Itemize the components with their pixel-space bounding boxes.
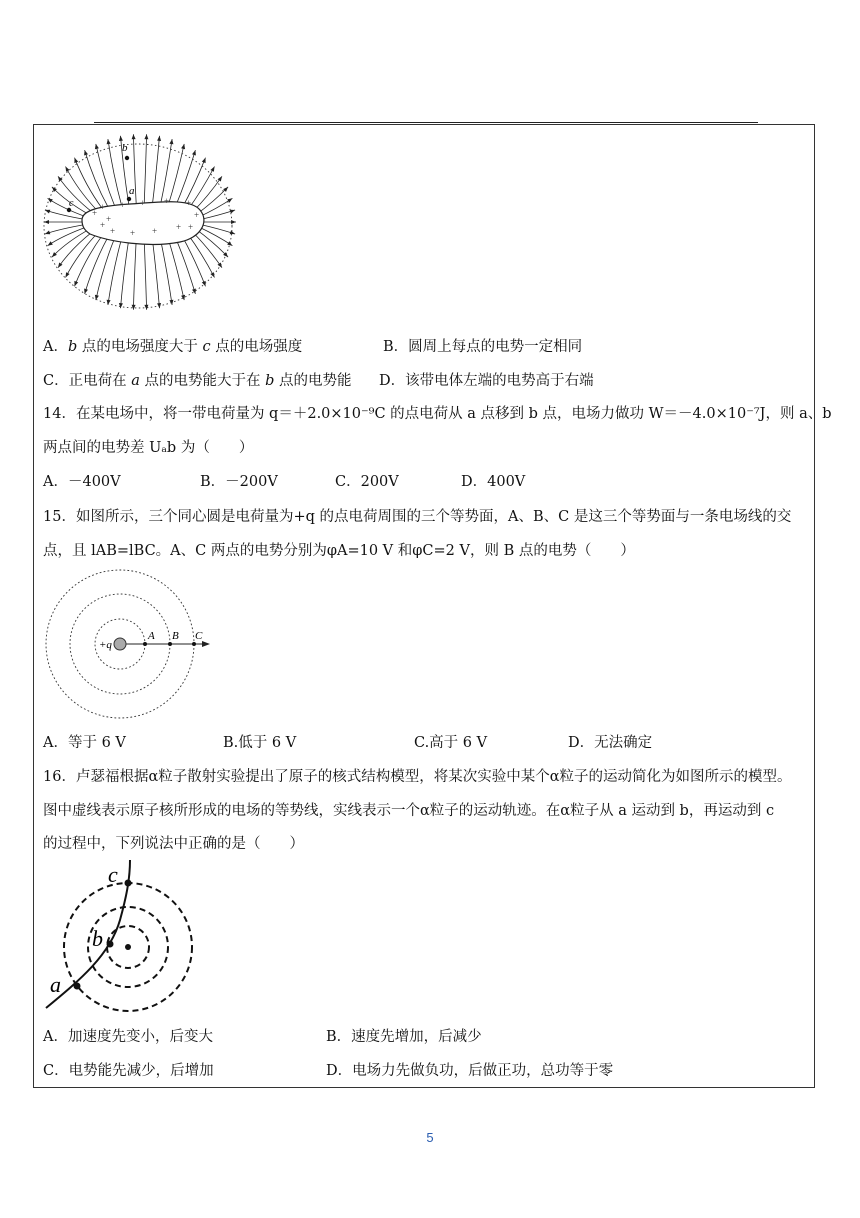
field-line	[160, 239, 172, 305]
plus-sign: +	[120, 200, 126, 210]
field-arrowhead	[84, 289, 88, 294]
field-line	[168, 144, 184, 206]
field-arrowhead	[181, 295, 185, 300]
plus-sign: +	[188, 222, 194, 232]
q16-scattering-figure	[40, 860, 210, 1012]
plus-sign: +	[152, 226, 158, 236]
q16-option-c: C．电势能先减少，后增加	[43, 1063, 214, 1079]
q15-stem-line2: 点，且 lAB=lBC。A、C 两点的电势分别为φA=10 V 和φC=2 V，则 B 点的电势（ ）	[43, 543, 635, 559]
charge-label: +q	[99, 639, 112, 651]
field-line	[48, 227, 87, 246]
q15-option-a: A．等于 6 V	[43, 735, 126, 751]
field-arrowhead	[48, 241, 53, 245]
q14-option-b: B．－200V	[200, 474, 278, 490]
field-arrowhead	[218, 176, 223, 181]
field-arrowhead	[95, 144, 99, 149]
field-line	[133, 240, 136, 310]
field-arrowhead	[218, 263, 223, 268]
plus-sign: +	[186, 198, 192, 208]
point-a-dot	[143, 642, 147, 646]
field-arrowhead	[107, 300, 111, 305]
field-arrowhead	[132, 134, 136, 139]
field-line	[96, 238, 115, 300]
q14-option-a: A．－400V	[43, 474, 121, 490]
plus-sign: +	[110, 226, 116, 236]
field-arrowhead	[74, 158, 78, 163]
field-line	[96, 144, 115, 206]
point-b-dot	[107, 941, 114, 948]
field-line	[199, 198, 233, 217]
field-line	[45, 225, 86, 235]
field-line	[200, 225, 235, 235]
nucleus	[125, 944, 131, 950]
plus-sign: +	[106, 214, 112, 224]
q16-option-d: D．电场力先做负功，后做正功，总功等于零	[326, 1063, 614, 1079]
point-c-dot	[125, 880, 132, 887]
q15-equipotential-figure	[44, 568, 220, 720]
q13-option-a: A．b 点的电场强度大于 c 点的电场强度	[43, 339, 303, 355]
point-charge	[114, 638, 126, 650]
q15-stem-line1: 15．如图所示，三个同心圆是电荷量为+q 的点电荷周围的三个等势面，A、B、C 是这三个等势面与一条电场线的交	[43, 509, 792, 525]
point-a-dot	[74, 983, 81, 990]
plus-sign: +	[92, 208, 98, 218]
q15-option-d: D．无法确定	[568, 735, 653, 751]
q16-stem-line3: 的过程中，下列说法中正确的是（ ）	[43, 836, 304, 852]
field-arrowhead	[169, 139, 173, 144]
field-arrowhead	[84, 150, 88, 155]
q13-option-c: C．正电荷在 a 点的电势能大于在 b 点的电势能	[43, 373, 352, 389]
page-number: 5	[426, 1130, 434, 1145]
plus-sign: +	[130, 228, 136, 238]
q14-option-d: D．400V	[461, 474, 526, 490]
label-b: B	[172, 630, 179, 642]
field-arrowhead	[144, 134, 148, 139]
q15-option-b: B.低于 6 V	[223, 735, 297, 751]
q13-option-b: B．圆周上每点的电势一定相同	[383, 339, 583, 355]
q14-stem-line2: 两点间的电势差 Uₐb 为（ ）	[43, 440, 254, 456]
header-rule	[94, 122, 758, 123]
plus-sign: +	[164, 196, 170, 206]
field-arrowhead	[107, 139, 111, 144]
q14-stem-line1: 14．在某电场中，将一带电荷量为 q＝＋2.0×10⁻⁹C 的点电荷从 a 点移到 b 点，电场力做功 W＝－4.0×10⁻⁷J，则 a、b	[43, 406, 832, 422]
plus-sign: +	[100, 220, 106, 230]
label-b: b	[122, 142, 128, 154]
field-line	[168, 238, 184, 300]
field-arrowhead	[74, 281, 78, 286]
field-arrowhead	[44, 220, 49, 224]
label-c: C	[195, 630, 203, 642]
q14-option-c: C．200V	[335, 474, 399, 490]
field-arrowhead	[210, 167, 214, 172]
field-line	[200, 210, 235, 220]
label-a: A	[148, 630, 155, 642]
field-line	[144, 240, 146, 310]
plus-sign: +	[100, 202, 106, 212]
label-c: c	[69, 198, 74, 209]
field-arrowhead	[66, 167, 70, 172]
field-line	[187, 233, 214, 277]
point-b-dot	[168, 642, 172, 646]
field-arrowhead	[66, 272, 70, 277]
arrowhead	[202, 641, 210, 647]
field-line	[108, 139, 122, 205]
field-line	[108, 239, 122, 305]
field-arrowhead	[45, 231, 50, 235]
field-line	[175, 237, 195, 294]
label-b: b	[92, 926, 103, 951]
field-line	[152, 240, 159, 309]
point-b-dot	[125, 156, 129, 160]
plus-sign: +	[176, 222, 182, 232]
plus-sign: +	[140, 198, 146, 208]
field-arrowhead	[132, 305, 136, 310]
q16-option-b: B．速度先增加，后减少	[326, 1029, 482, 1045]
plus-sign: +	[194, 210, 200, 220]
point-c-dot	[192, 642, 196, 646]
q13-field-figure	[40, 130, 236, 310]
q16-stem-line2: 图中虚线表示原子核所形成的电场的等势线，实线表示一个α粒子的运动轨迹。在α粒子从 a 运动到 b，再运动到 c	[43, 803, 775, 819]
point-a-dot	[127, 197, 131, 201]
q16-stem-line1: 16．卢瑟福根据α粒子散射实验提出了原子的核式结构模型，将某次实验中某个α粒子的运动简化为如图所示的模型。	[43, 769, 792, 785]
q15-option-c: C.高于 6 V	[414, 735, 488, 751]
label-a: a	[50, 972, 61, 997]
field-arrowhead	[58, 176, 63, 181]
field-line	[48, 198, 87, 217]
field-line	[152, 136, 159, 205]
field-line	[199, 227, 233, 246]
field-arrowhead	[181, 144, 185, 149]
field-arrowhead	[58, 263, 63, 268]
q13-option-d: D．该带电体左端的电势高于右端	[379, 373, 594, 389]
field-arrowhead	[202, 158, 206, 163]
label-c: c	[108, 862, 118, 887]
label-a: a	[129, 185, 135, 197]
field-line	[144, 134, 146, 204]
field-arrowhead	[192, 150, 196, 155]
field-arrowhead	[230, 231, 235, 235]
field-line	[45, 210, 86, 220]
q16-option-a: A．加速度先变小，后变大	[43, 1029, 213, 1045]
field-line	[121, 240, 129, 309]
